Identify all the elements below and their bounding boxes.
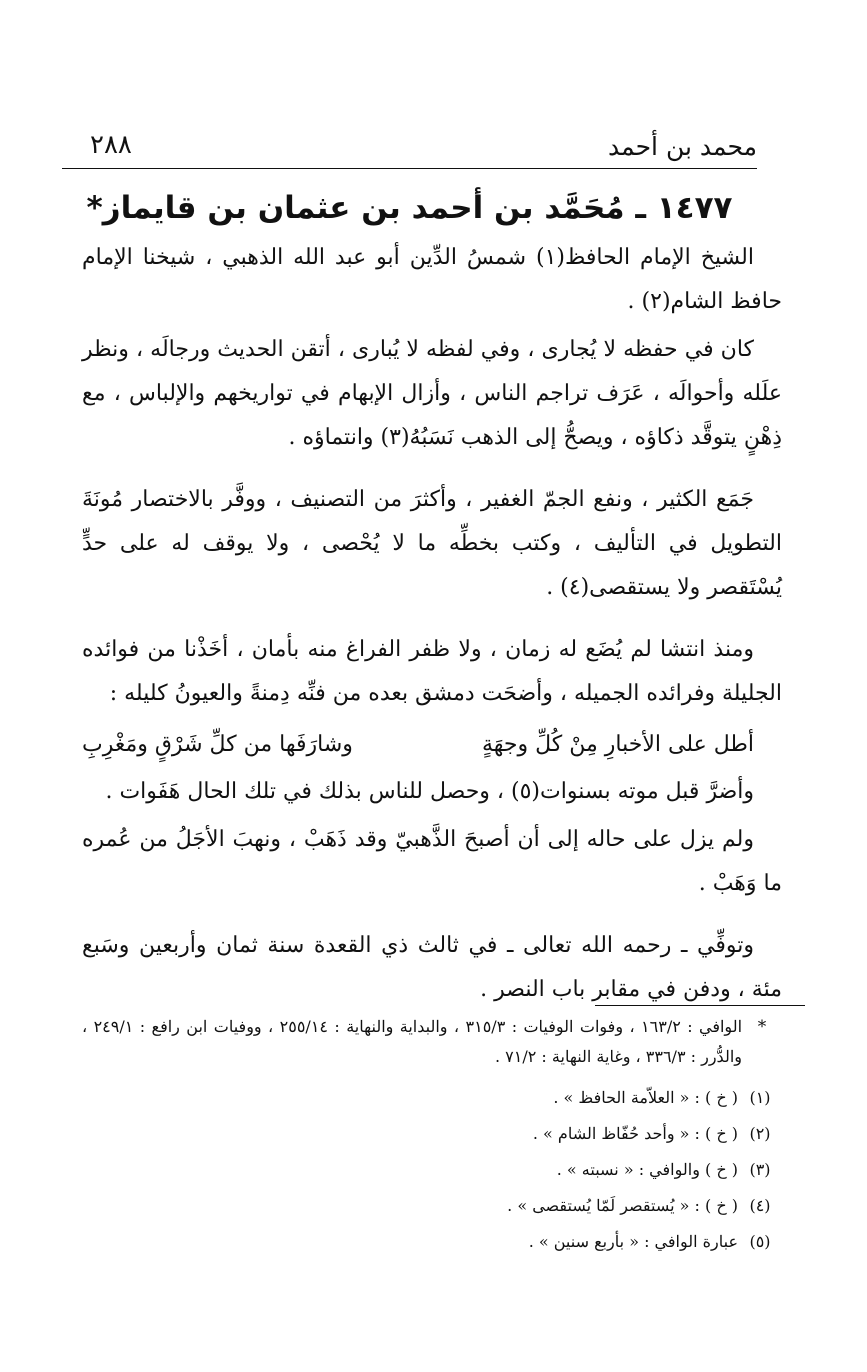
footnote-number: (٥) (749, 1232, 771, 1251)
poem-verse (82, 720, 782, 770)
footnote-item (82, 1224, 782, 1260)
footnote-item (82, 1116, 782, 1152)
footnote-text: ( خ ) : « العلاّمة الحافظ » . (553, 1088, 738, 1107)
paragraph-2: كان في حفظه لا يُجارى ، وفي لفظه لا يُبارى ، أتقن الحديث ورجالَه ، ونظر علَله وأحوالَه ، عَرَف تراجم الناس ، وأزال الإبهام في تواريخهم والإلباس ، مع ذِهْنٍ يتوقَّد ذكاؤه ، ويصحُّ إلى الذهب نَسَبُهُ(٣) وانتماؤه . (82, 337, 782, 450)
paragraph-6: ولم يزل على حاله إلى أن أصبحَ الذَّهبيّ وقد ذَهَبْ ، ونهبَ الأجَلُ من عُمره ما وَهَبْ . (82, 827, 782, 896)
footnotes (82, 1012, 782, 1260)
verse-second-hemistich: وشارَفَها من كلِّ شَرْقٍ ومَغْرِبِ (82, 732, 353, 757)
running-head: محمد بن أحمد (608, 132, 757, 161)
footnote-text: ( خ ) والوافي : « نسبته » . (556, 1160, 738, 1179)
footnote-number: (٢) (749, 1124, 771, 1143)
biography-body (82, 236, 782, 1030)
footnote-sources-text: الوافي : ١٦٣/٢ ، وفوات الوفيات : ٣١٥/٣ ، والبداية والنهاية : ٢٥٥/١٤ ، ووفيات ابن رافع : ٢٤٩/١ ، والدُّرر : ٣٣٦/٣ ، وغاية النهاية : ٧١/٢ . (82, 1017, 743, 1066)
paragraph-4: ومنذ انتشا لم يُضَع له زمان ، ولا ظفر الفراغ منه بأمان ، أخَذْنا من فوائده الجليلة وفرائده الجميله ، وأضحَت دمشق بعده من فنِّه دِمنةً والعيونُ كليله : (82, 637, 782, 706)
page-number: ٢٨٨ (90, 130, 132, 160)
paragraph-3: جَمَع الكثير ، ونفع الجمّ الغفير ، وأكثرَ من التصنيف ، ووفَّر بالاختصار مُونَةَ التطويل في التأليف ، وكتب بخطِّه ما لا يُحْصى ، ولا يوقف له على حدٍّ يُسْتَقصر ولا يستقصى(٤) . (82, 487, 782, 600)
footnote-item (82, 1152, 782, 1188)
footnote-text: ( خ ) : « يُستقصر لَمّا يُستقصى » . (507, 1196, 738, 1215)
footnote-text: عبارة الوافي : « بأربع سنين » . (528, 1232, 738, 1251)
footnote-text: ( خ ) : « وأحد حُفّاظ الشام » . (532, 1124, 738, 1143)
footnote-item (82, 1080, 782, 1116)
footnote-number: (٣) (749, 1160, 771, 1179)
footnote-sources (82, 1012, 782, 1072)
paragraph-7: وتوفِّي ـ رحمه الله تعالى ـ في ثالث ذي القعدة سنة ثمان وأربعين وسَبع مئة ، ودفن في مقابر باب النصر . (82, 933, 782, 1002)
entry-title: ١٤٧٧ ـ مُحَمَّد بن أحمد بن عثمان بن قايماز* (86, 190, 733, 226)
page-header (62, 128, 757, 169)
footnote-item (82, 1188, 782, 1224)
footnote-star-marker: * (757, 1017, 767, 1037)
paragraph-1: الشيخ الإمام الحافظ(١) شمسُ الدِّين أبو عبد الله الذهبي ، شيخنا الإمام حافظ الشام(٢) . (82, 245, 782, 314)
footnote-number: (٤) (749, 1196, 771, 1215)
paragraph-5: وأضرَّ قبل موته بسنوات(٥) ، وحصل للناس بذلك في تلك الحال هَفَوات . (105, 779, 754, 804)
verse-first-hemistich: أطل على الأخبارِ مِنْ كُلِّ وجهَةٍ (481, 732, 754, 757)
footnote-number: (١) (749, 1088, 771, 1107)
footnote-separator (595, 1005, 805, 1006)
